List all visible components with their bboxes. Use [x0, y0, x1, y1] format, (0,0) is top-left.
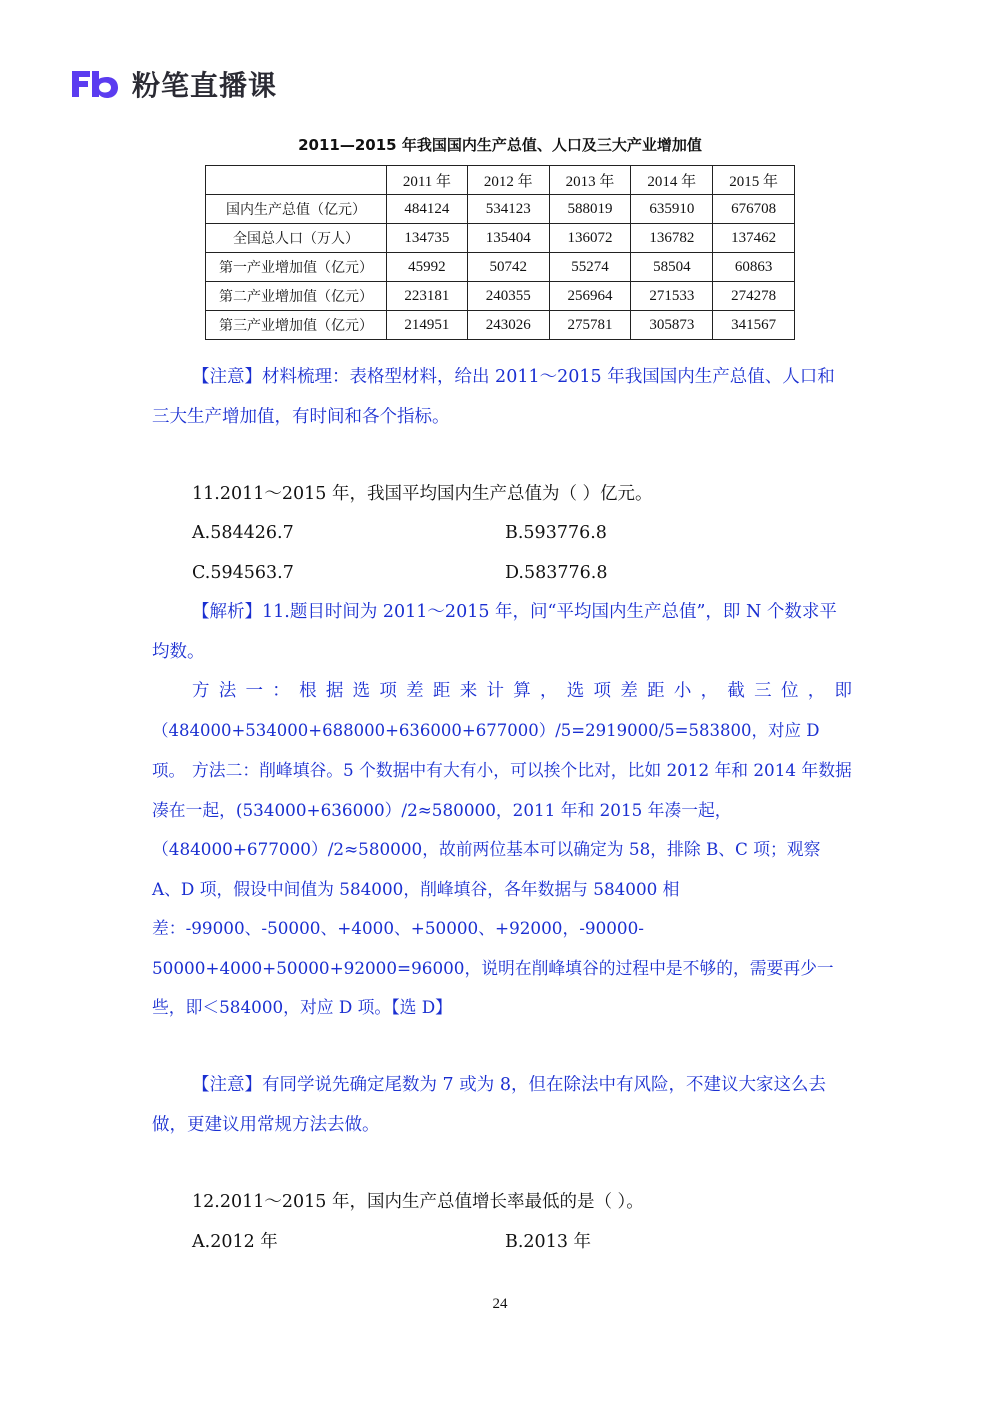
table-cell: 135404 [467, 224, 549, 253]
table-cell: 240355 [467, 282, 549, 311]
table-cell: 223181 [387, 282, 468, 311]
table-cell: 341567 [713, 311, 795, 340]
question-11-stem: 11.2011～2015 年，我国平均国内生产总值为（ ）亿元。 [192, 484, 653, 504]
page-number: 24 [492, 1296, 508, 1312]
table-cell: 60863 [713, 253, 795, 282]
analysis-method-2: 方法二：削峰填谷。5 个数据中有大有小，可以挨个比对，比如 2012 年和 2014 年数据凑在一起，(534000+636000）/2≈580000，2011 年和 2015 年凑一起，（484000+677000）/2≈580000，故前两位基本可以确定为 58，排除 B、C 项；观察 A、D 项，假设中间值为 584000，削峰填谷，各年数据与 584000 相差：-99000、-50000、+4000、+50000、+92000，-90000-50000+4000+50000+92000=96000，说明在削峰填谷的过程中是不够的，需要再少一些，即＜584000，对应 D 项。【选 D】 [152, 760, 852, 1017]
table-cell: 136782 [631, 224, 713, 253]
table-header-cell: 2015 年 [713, 166, 795, 195]
table-row [206, 311, 795, 340]
table-cell: 676708 [713, 195, 795, 224]
table-cell: 275781 [549, 311, 631, 340]
table-header-cell [206, 166, 387, 195]
table-cell: 534123 [467, 195, 549, 224]
q11-option-d: D.583776.8 [505, 563, 608, 583]
table-cell: 136072 [549, 224, 631, 253]
q12-option-b: B.2013 年 [505, 1232, 592, 1252]
table-cell: 134735 [387, 224, 468, 253]
q11-option-c: C.594563.7 [192, 563, 294, 583]
table-row [206, 195, 795, 224]
analysis-method-1-line1: 方法一：根据选项差距来计算，选项差距小，截三位，即 [192, 681, 852, 701]
row-label: 国内生产总值（亿元） [206, 195, 387, 224]
row-label: 全国总人口（万人） [206, 224, 387, 253]
table-cell: 55274 [549, 253, 631, 282]
brand-name: 粉笔直播课 [132, 69, 278, 102]
table-header-cell: 2011 年 [387, 166, 468, 195]
table-cell: 274278 [713, 282, 795, 311]
question-12-stem: 12.2011～2015 年，国内生产总值增长率最低的是（ ）。 [192, 1192, 644, 1212]
q12-option-a: A.2012 年 [192, 1232, 278, 1252]
table-cell: 484124 [387, 195, 468, 224]
table-header-row [206, 166, 795, 195]
row-label: 第三产业增加值（亿元） [206, 311, 387, 340]
table-cell: 635910 [631, 195, 713, 224]
table-row [206, 224, 795, 253]
note-material-summary: 【注意】材料梳理：表格型材料，给出 2011～2015 年我国国内生产总值、人口和三大生产增加值，有时间和各个指标。 [152, 367, 835, 427]
table-title: 2011—2015 年我国国内生产总值、人口及三大产业增加值 [298, 136, 702, 154]
table-header-cell: 2013 年 [549, 166, 631, 195]
row-label: 第一产业增加值（亿元） [206, 253, 387, 282]
analysis-11-intro: 【解析】11.题目时间为 2011～2015 年，问“平均国内生产总值”，即 N 个数求平均数。 [152, 602, 837, 662]
table-cell: 50742 [467, 253, 549, 282]
fenbi-logo-icon [70, 69, 120, 99]
table-header-cell: 2014 年 [631, 166, 713, 195]
table-header-cell: 2012 年 [467, 166, 549, 195]
brand-logo [70, 66, 277, 102]
table-row [206, 282, 795, 311]
table-cell: 271533 [631, 282, 713, 311]
table-cell: 305873 [631, 311, 713, 340]
gdp-table [205, 165, 795, 340]
table-row [206, 253, 795, 282]
table-cell: 588019 [549, 195, 631, 224]
row-label: 第二产业增加值（亿元） [206, 282, 387, 311]
note-tail-digit-warning: 【注意】有同学说先确定尾数为 7 或为 8，但在除法中有风险，不建议大家这么去做，更建议用常规方法去做。 [152, 1075, 826, 1135]
table-cell: 214951 [387, 311, 468, 340]
table-cell: 58504 [631, 253, 713, 282]
analysis-method-1-line2: （484000+534000+688000+636000+677000）/5=2919000/5=583800，对应 D 项。 [152, 721, 820, 780]
table-cell: 45992 [387, 253, 468, 282]
table-cell: 256964 [549, 282, 631, 311]
q11-option-a: A.584426.7 [192, 523, 294, 543]
q11-option-b: B.593776.8 [505, 523, 607, 543]
table-cell: 243026 [467, 311, 549, 340]
table-cell: 137462 [713, 224, 795, 253]
